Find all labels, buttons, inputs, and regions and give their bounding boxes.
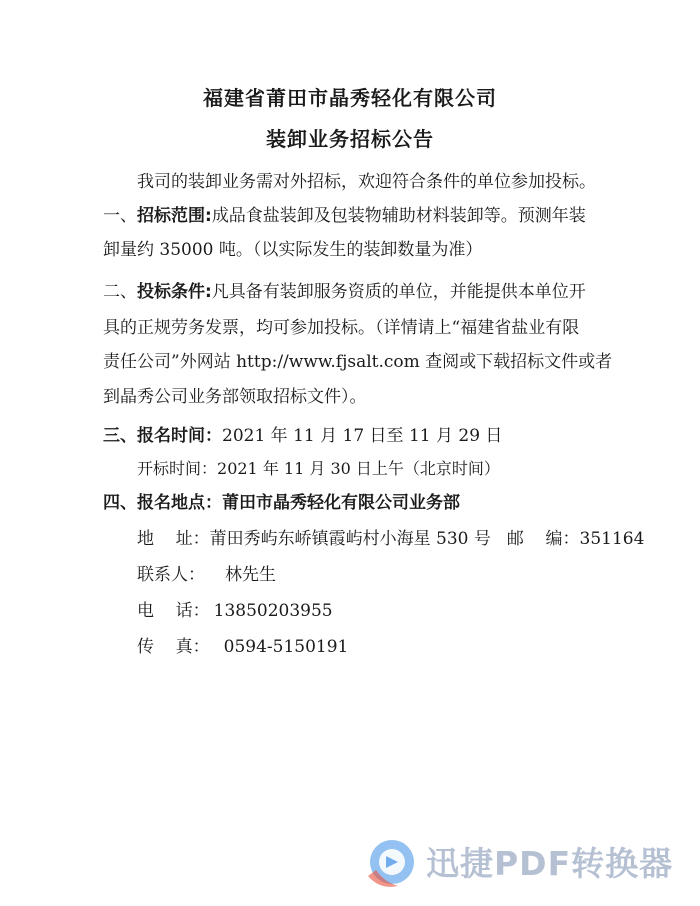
- pdf-converter-logo-icon: [362, 836, 418, 892]
- section2-label: 投标条件: [137, 282, 205, 302]
- fax-row: [137, 637, 348, 657]
- postcode-label: 邮 编：: [506, 529, 580, 549]
- section1-sep: :: [205, 206, 212, 226]
- address-row: [137, 529, 644, 549]
- registration-period: 2021 年 11 月 17 日至 11 月 29 日: [222, 426, 503, 446]
- section2-prefix: 二、: [103, 282, 137, 302]
- section2-line4: 到晶秀公司业务部领取招标文件）。: [103, 387, 367, 407]
- watermark: [362, 832, 692, 898]
- address-label: 地 址：: [137, 529, 210, 549]
- bid-opening-line: [137, 459, 500, 479]
- registration-location: 莆田市晶秀轻化有限公司业务部: [222, 493, 460, 513]
- section2-line3: 责任公司”外网站 http://www.fjsalt.com 查阅或下载招标文件或者: [103, 352, 613, 372]
- section2-line2: 具的正规劳务发票，均可参加投标。（详情请上“福建省盐业有限: [103, 318, 580, 338]
- section4-label: 报名地点：: [137, 493, 222, 513]
- phone-row: [137, 601, 333, 621]
- intro-paragraph: 我司的装卸业务需对外招标，欢迎符合条件的单位参加投标。: [137, 172, 596, 192]
- section1-label: 招标范围: [137, 206, 205, 226]
- section2-line1: [103, 282, 586, 302]
- watermark-text: 迅捷PDF转换器: [426, 844, 674, 883]
- section3-prefix: 三、: [103, 426, 137, 446]
- section2-sep: :: [205, 282, 212, 302]
- fax-value: 0594-5150191: [223, 637, 349, 657]
- contact-person-value: 林先生: [225, 565, 276, 585]
- section3-line: [103, 426, 502, 446]
- postcode-value: 351164: [579, 529, 645, 549]
- section1-line1: [103, 206, 586, 226]
- phone-value: 13850203955: [213, 601, 333, 621]
- section4-line: [103, 493, 460, 513]
- fax-label: 传 真：: [137, 637, 210, 657]
- section2-text: 凡具备有装卸服务资质的单位，并能提供本单位开: [211, 282, 586, 302]
- phone-label: 电 话：: [137, 601, 210, 621]
- company-title: 福建省莆田市晶秀轻化有限公司: [203, 86, 497, 110]
- section3-label: 报名时间：: [137, 426, 222, 446]
- contact-person-row: [137, 565, 276, 585]
- section1-prefix: 一、: [103, 206, 137, 226]
- contact-person-label: 联系人：: [137, 565, 205, 585]
- notice-title: 装卸业务招标公告: [266, 127, 434, 151]
- bid-opening-time: 2021 年 11 月 30 日上午（北京时间）: [217, 459, 500, 478]
- address-value: 莆田秀屿东峤镇霞屿村小海星 530 号: [209, 529, 491, 549]
- bid-opening-label: 开标时间：: [137, 459, 218, 478]
- section1-line2: 卸量约 35000 吨。（以实际发生的装卸数量为准）: [103, 240, 483, 260]
- section4-prefix: 四、: [103, 493, 137, 513]
- section1-text: 成品食盐装卸及包装物辅助材料装卸等。预测年装: [211, 206, 586, 226]
